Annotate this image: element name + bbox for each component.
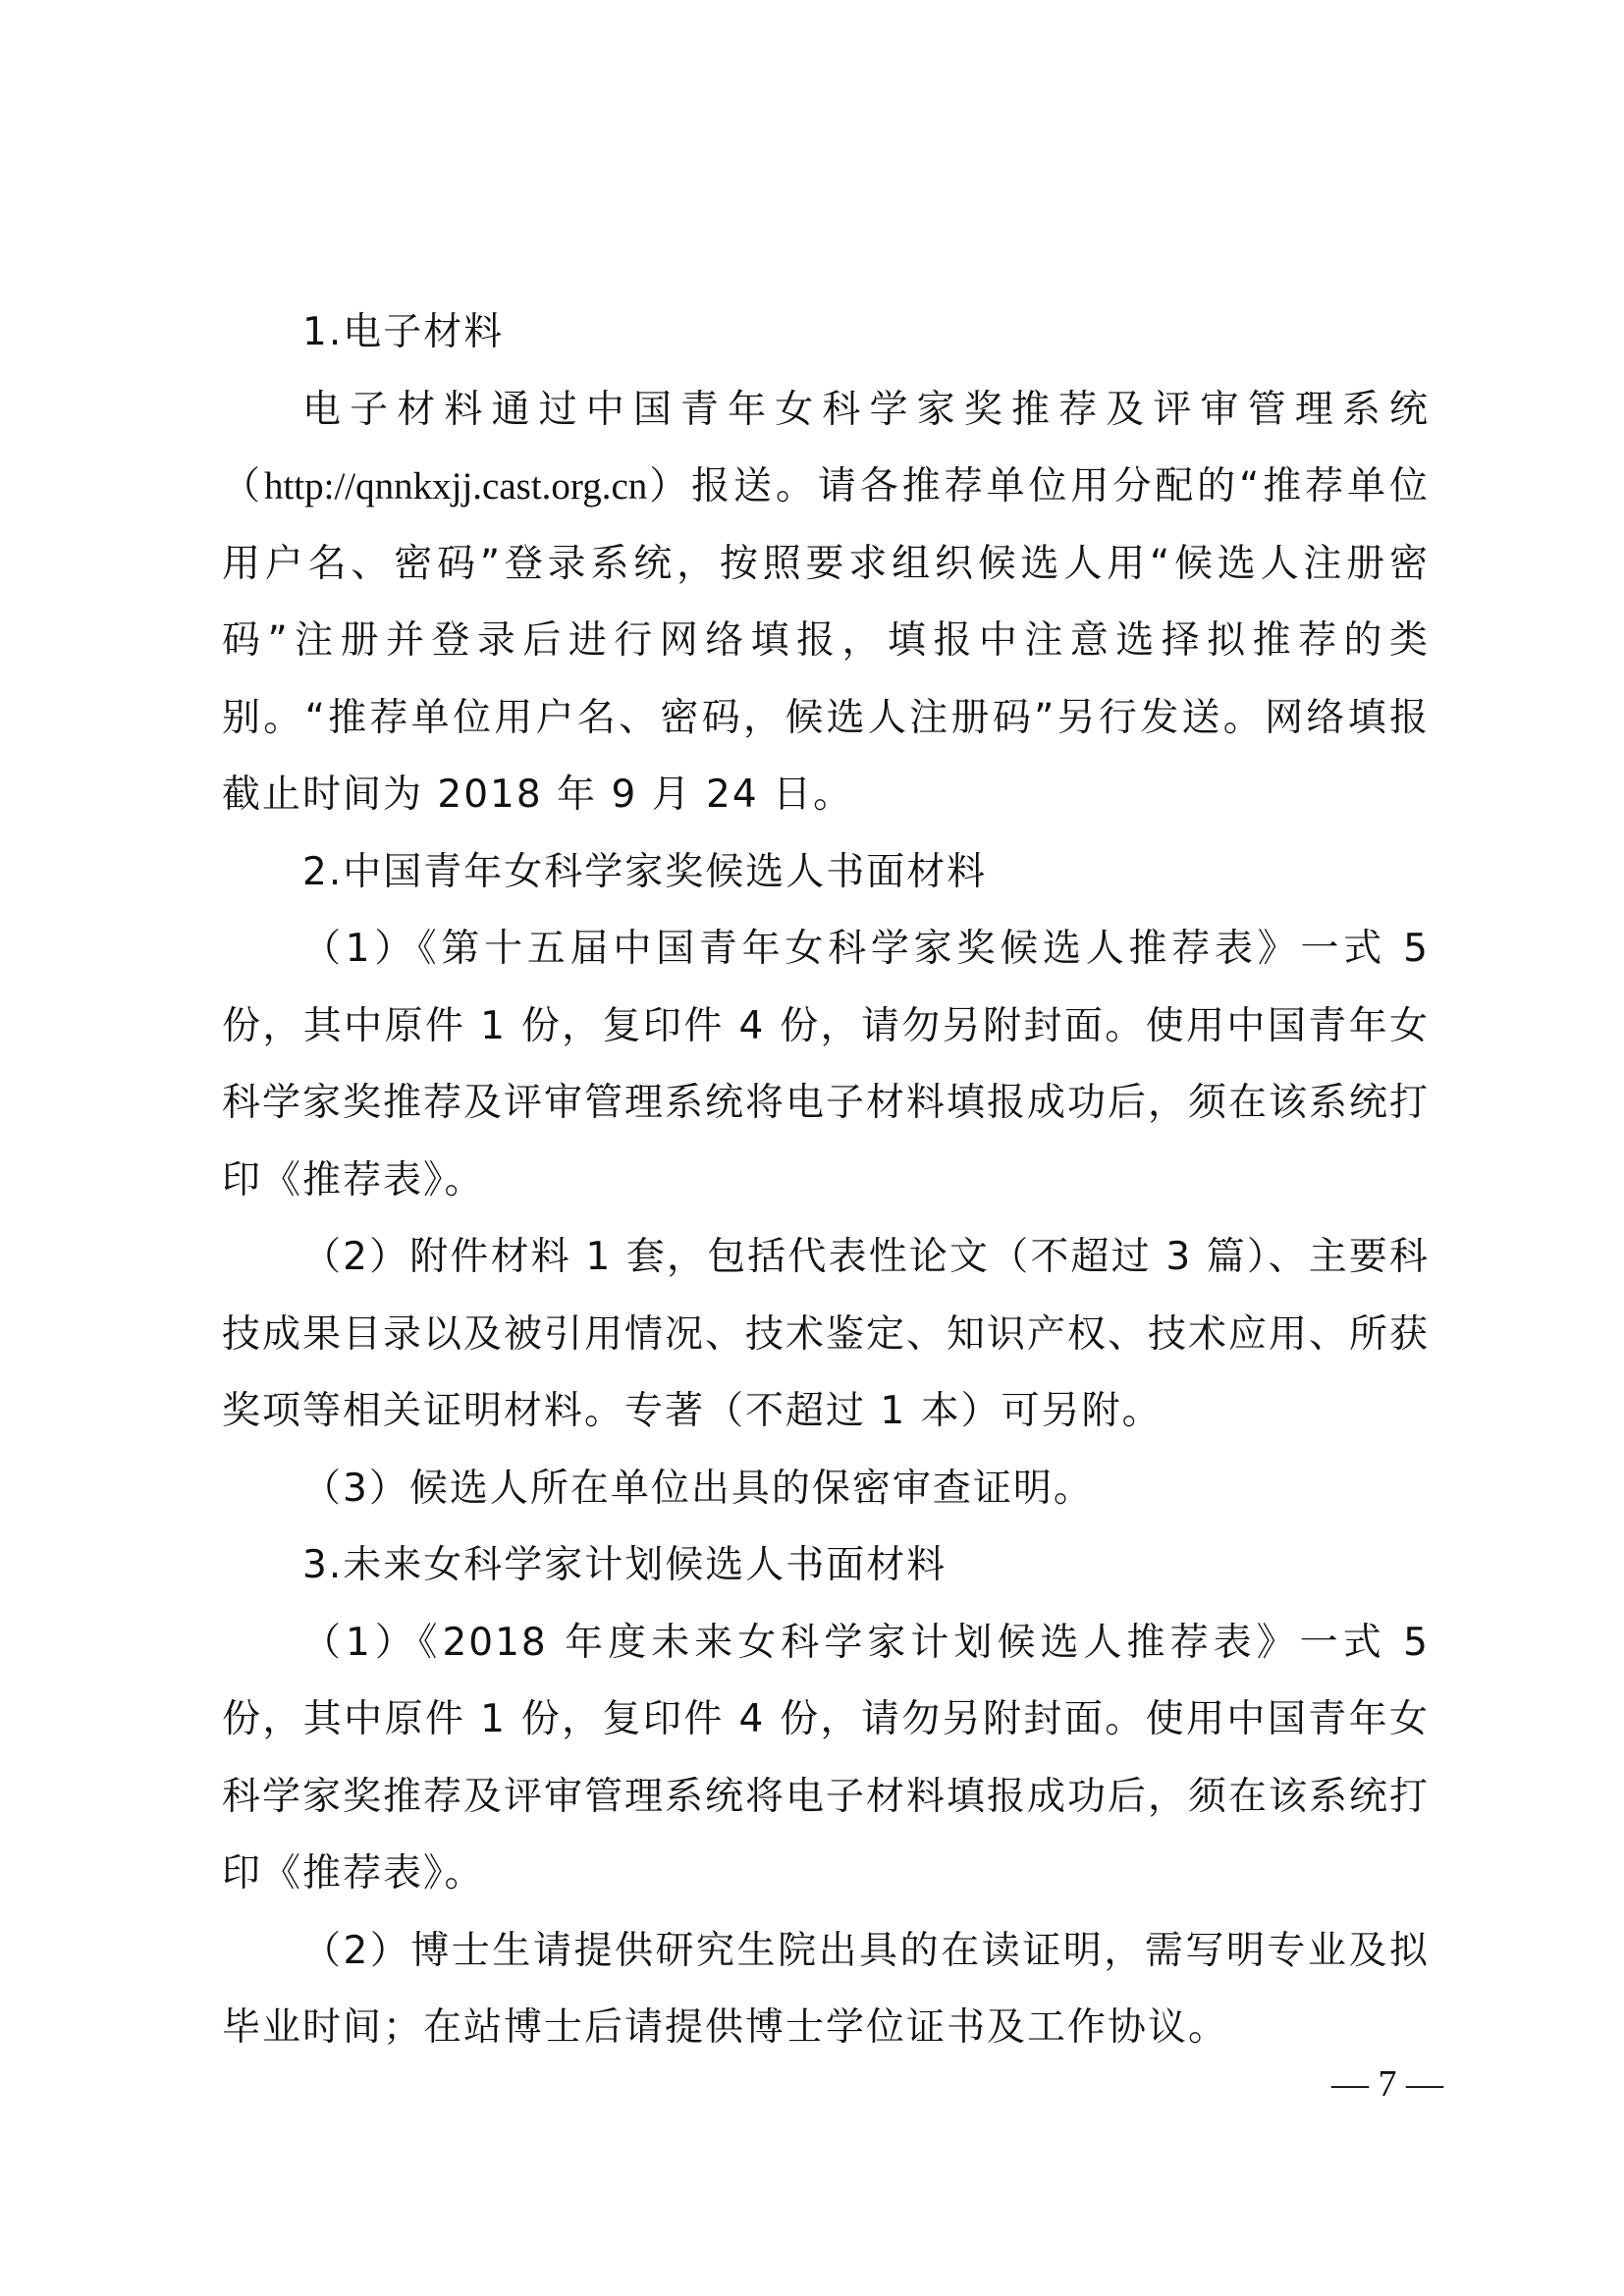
page-number: — 7 — bbox=[1331, 2063, 1443, 2105]
paragraph-text: 电子材料通过中国青年女科学家奖推荐及评审管理系统（ bbox=[222, 387, 1430, 508]
section-heading-young-women-award: 2.中国青年女科学家奖候选人书面材料 bbox=[302, 849, 988, 894]
section-heading-future-women-program: 3.未来女科学家计划候选人书面材料 bbox=[302, 1543, 947, 1587]
paragraph-award-item-3: （3）候选人所在单位出具的保密审查证明。 bbox=[302, 1466, 1094, 1511]
paragraph-program-item-2: （2）博士生请提供研究生院出具的在读证明，需写明专业及拟毕业时间；在站博士后请提供博士学位证书及工作协议。 bbox=[222, 1928, 1430, 2050]
document-body bbox=[222, 294, 1430, 2067]
system-url-link[interactable]: http://qnnkxjj.cast.org.cn bbox=[263, 465, 648, 507]
paragraph-electronic-materials bbox=[222, 372, 1430, 834]
paragraph-award-item-1: （1）《第十五届中国青年女科学家奖候选人推荐表》一式 5 份，其中原件 1 份，复印件 4 份，请勿另附封面。使用中国青年女科学家奖推荐及评审管理系统将电子材料填报成功后，须在该系统打印《推荐表》。 bbox=[222, 927, 1431, 1202]
paragraph-text: ）报送。请各推荐单位用分配的“推荐单位用户名、密码”登录系统，按照要求组织候选人用“候选人注册密码”注册并登录后进行网络填报，填报中注意选择拟推荐的类别。“推荐单位用户名、密码，候选人注册码”另行发送。网络填报截止时间为 2018 年 9 月 24 日。 bbox=[222, 464, 1430, 817]
paragraph-program-item-1: （1）《2018 年度未来女科学家计划候选人推荐表》一式 5 份，其中原件 1 份，复印件 4 份，请勿另附封面。使用中国青年女科学家奖推荐及评审管理系统将电子材料填报成功后，须在该系统打印《推荐表》。 bbox=[222, 1620, 1431, 1896]
paragraph-award-item-2: （2）附件材料 1 套，包括代表性论文（不超过 3 篇）、主要科技成果目录以及被引用情况、技术鉴定、知识产权、技术应用、所获奖项等相关证明材料。专著（不超过 1 本）可另附。 bbox=[222, 1235, 1431, 1433]
section-heading-electronic: 1.电子材料 bbox=[302, 310, 505, 354]
